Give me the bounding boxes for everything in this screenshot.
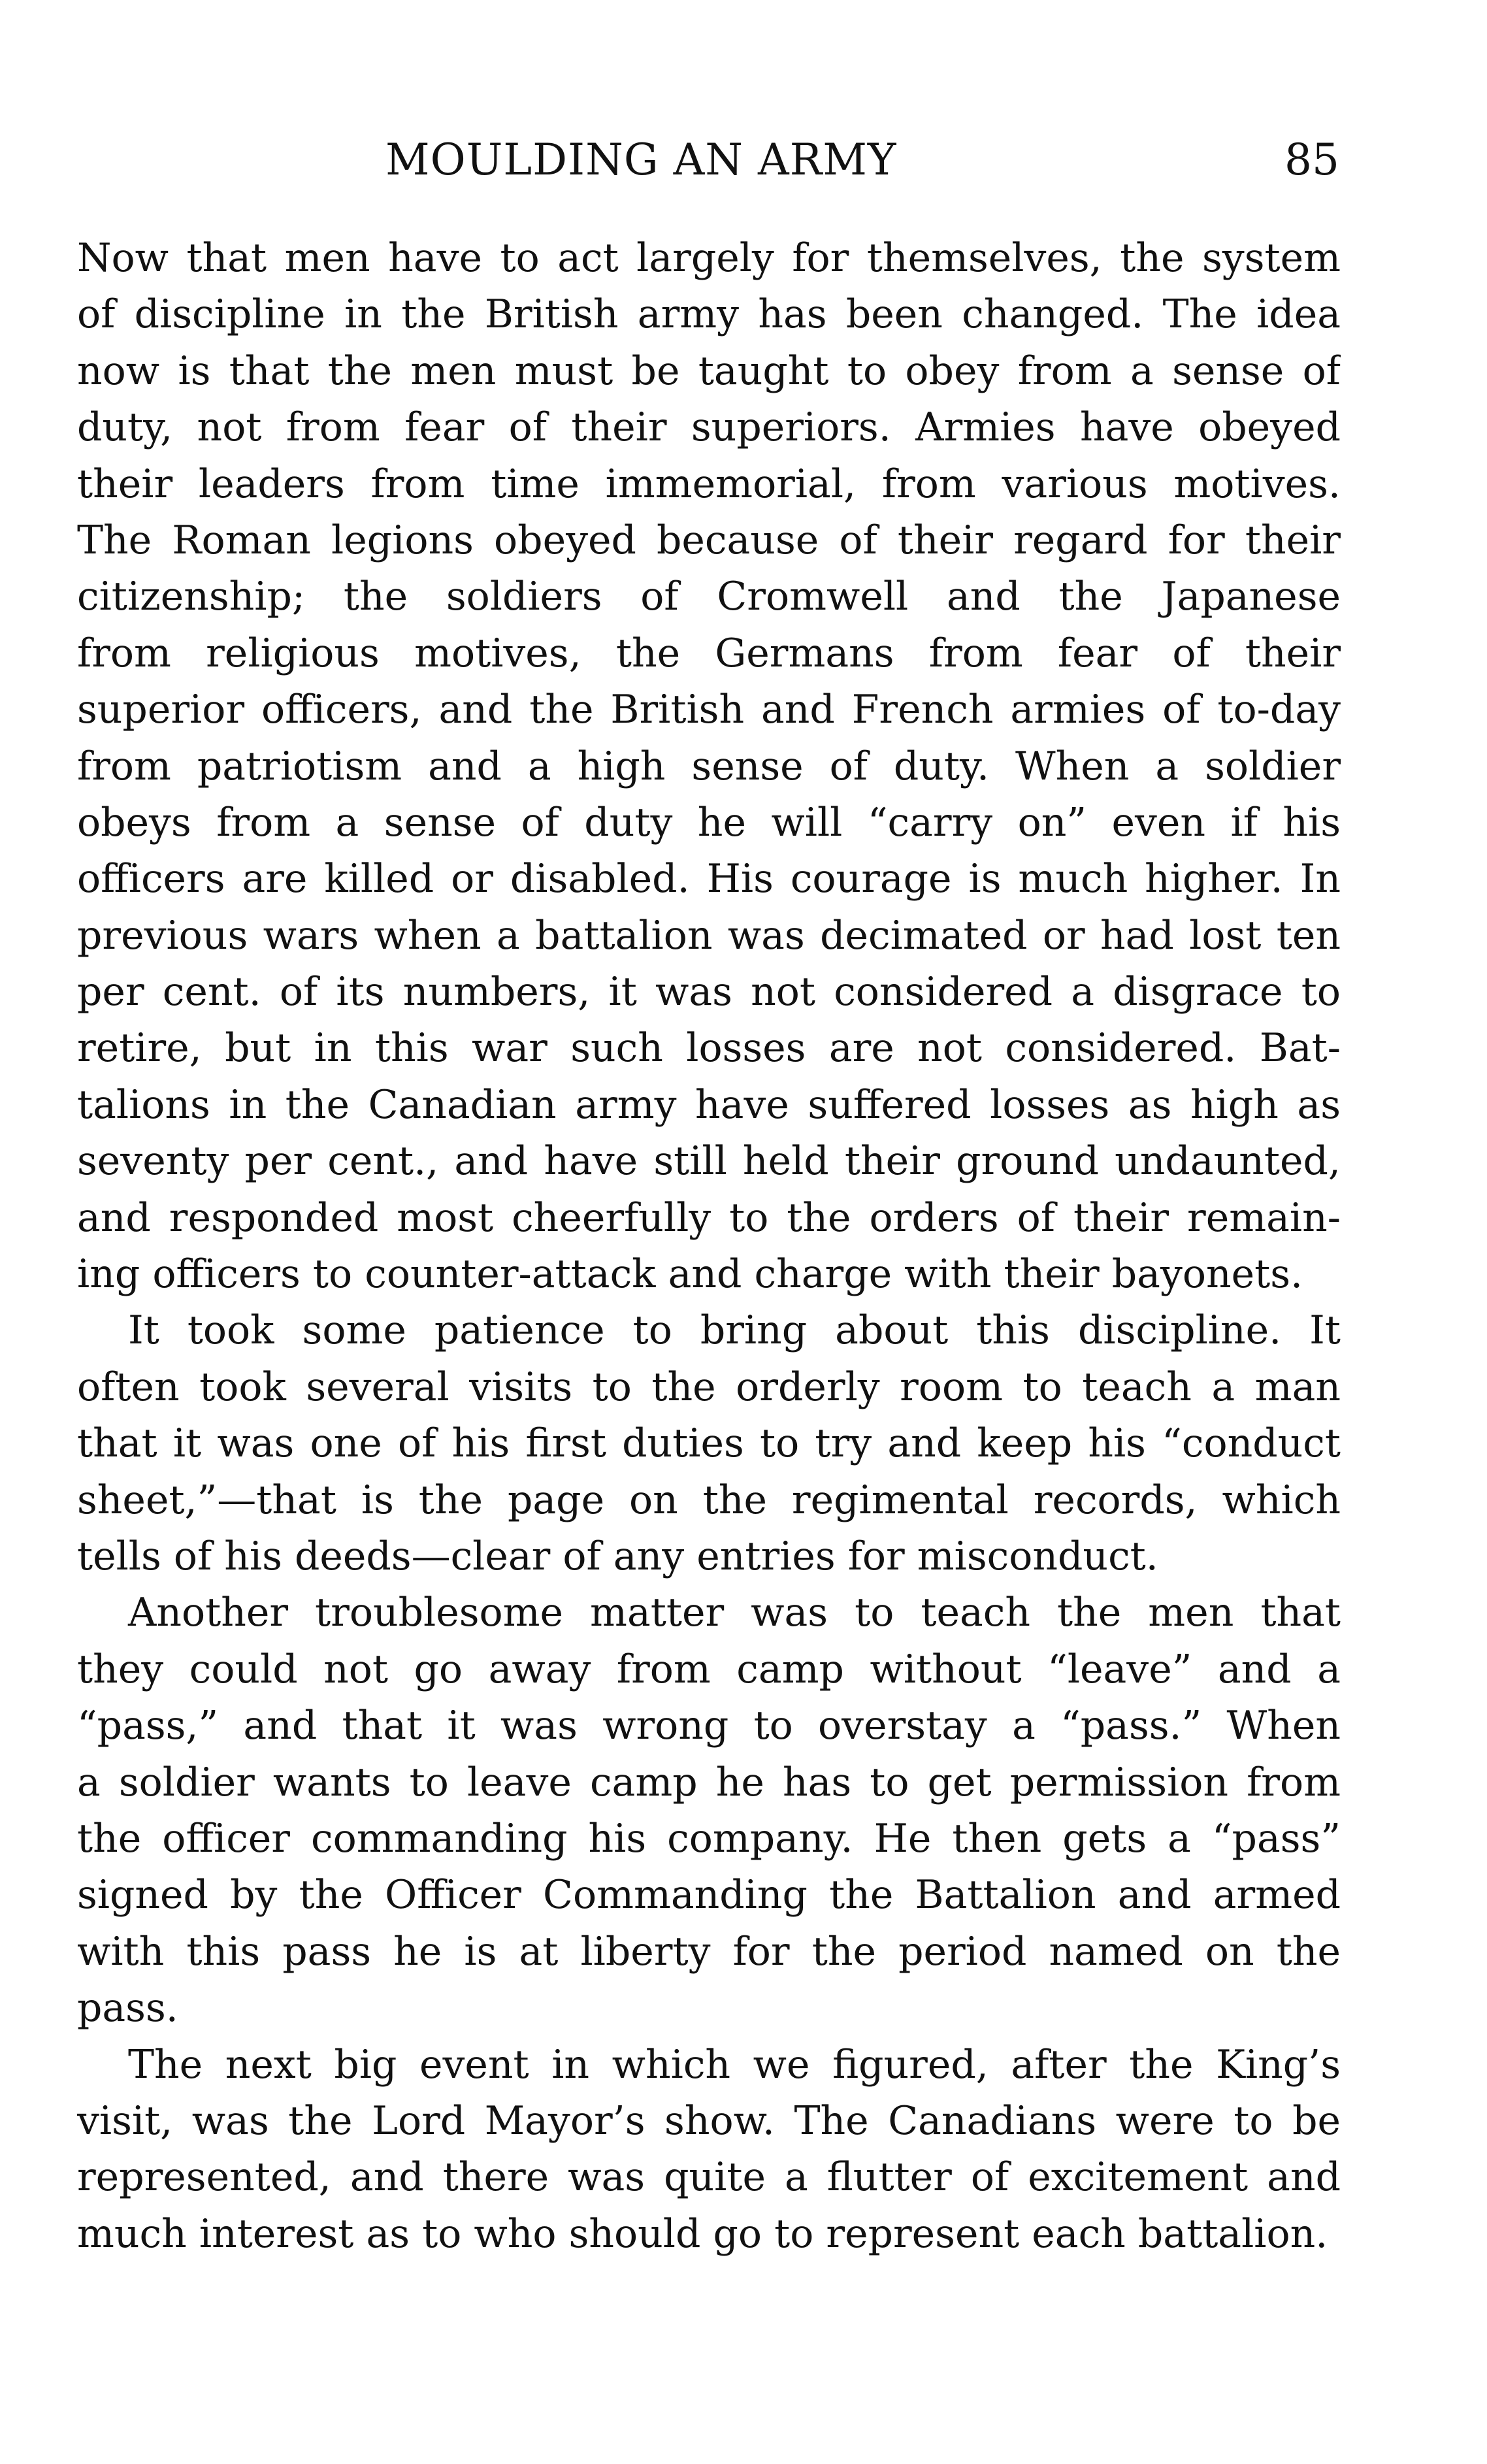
- text-line: and responded most cheerfully to the orders of their remain-: [77, 1194, 1341, 1241]
- text-line: now is that the men must be taught to obey from a sense of: [77, 348, 1341, 394]
- text-line: often took several visits to the orderly room to teach a man: [77, 1364, 1341, 1410]
- text-line: of discipline in the British army has been changed. The idea: [77, 291, 1341, 338]
- text-line: from patriotism and a high sense of duty. When a soldier: [77, 743, 1341, 789]
- text-line: a soldier wants to leave camp he has to get permission from: [77, 1759, 1341, 1805]
- text-line: visit, was the Lord Mayor’s show. The Canadians were to be: [77, 2097, 1341, 2144]
- paragraph-2: [77, 1302, 1341, 1585]
- paragraph-4: [77, 2037, 1341, 2263]
- text-line: ing officers to counter-attack and charge with their bayonets.: [77, 1251, 1303, 1298]
- paragraph-3: [77, 1585, 1341, 2036]
- text-line: tells of his deeds—clear of any entries for misconduct.: [77, 1533, 1158, 1579]
- text-line: that it was one of his first duties to try and keep his “conduct: [77, 1421, 1341, 1467]
- running-head: [78, 127, 1339, 193]
- text-line: The Roman legions obeyed because of their regard for their: [77, 517, 1341, 563]
- text-line: with this pass he is at liberty for the period named on the: [77, 1928, 1341, 1975]
- body-text: [77, 230, 1341, 2262]
- text-line: signed by the Officer Commanding the Battalion and armed: [77, 1872, 1341, 1918]
- text-line: talions in the Canadian army have suffered losses as high as: [77, 1081, 1341, 1128]
- text-line: officers are killed or disabled. His courage is much higher. In: [77, 856, 1341, 902]
- paragraph-1: [77, 230, 1341, 1302]
- text-line: superior officers, and the British and French armies of to-day: [77, 687, 1341, 733]
- page-number: 85: [1284, 135, 1339, 185]
- text-line: obeys from a sense of duty he will “carry on” even if his: [77, 799, 1341, 846]
- text-line: they could not go away from camp without “leave” and a: [77, 1646, 1341, 1692]
- running-title: MOULDING AN ARMY: [385, 135, 897, 185]
- text-line: “pass,” and that it was wrong to overstay a “pass.” When: [77, 1703, 1341, 1749]
- text-line: previous wars when a battalion was decimated or had lost ten: [77, 912, 1341, 959]
- text-line: Now that men have to act largely for themselves, the system: [77, 235, 1341, 281]
- text-line: retire, but in this war such losses are not considered. Bat-: [77, 1025, 1341, 1072]
- text-line: It took some patience to bring about this discipline. It: [128, 1307, 1341, 1354]
- text-line: duty, not from fear of their superiors. Armies have obeyed: [77, 404, 1341, 451]
- text-line: their leaders from time immemorial, from various motives.: [77, 461, 1341, 507]
- text-line: from religious motives, the Germans from fear of their: [77, 630, 1341, 676]
- text-line: seventy per cent., and have still held their ground undaunted,: [77, 1138, 1341, 1185]
- text-line: Another troublesome matter was to teach the men that: [128, 1590, 1341, 1636]
- text-line: pass.: [77, 1985, 178, 2031]
- text-line: much interest as to who should go to represent each battalion.: [77, 2210, 1328, 2257]
- text-line: The next big event in which we figured, after the King’s: [128, 2041, 1341, 2088]
- text-line: citizenship; the soldiers of Cromwell and the Japanese: [77, 574, 1341, 620]
- text-line: represented, and there was quite a flutter of excitement and: [77, 2154, 1341, 2201]
- text-line: the officer commanding his company. He then gets a “pass”: [77, 1815, 1341, 1862]
- text-line: sheet,”—that is the page on the regimental records, which: [77, 1477, 1341, 1523]
- text-line: per cent. of its numbers, it was not considered a disgrace to: [77, 969, 1341, 1015]
